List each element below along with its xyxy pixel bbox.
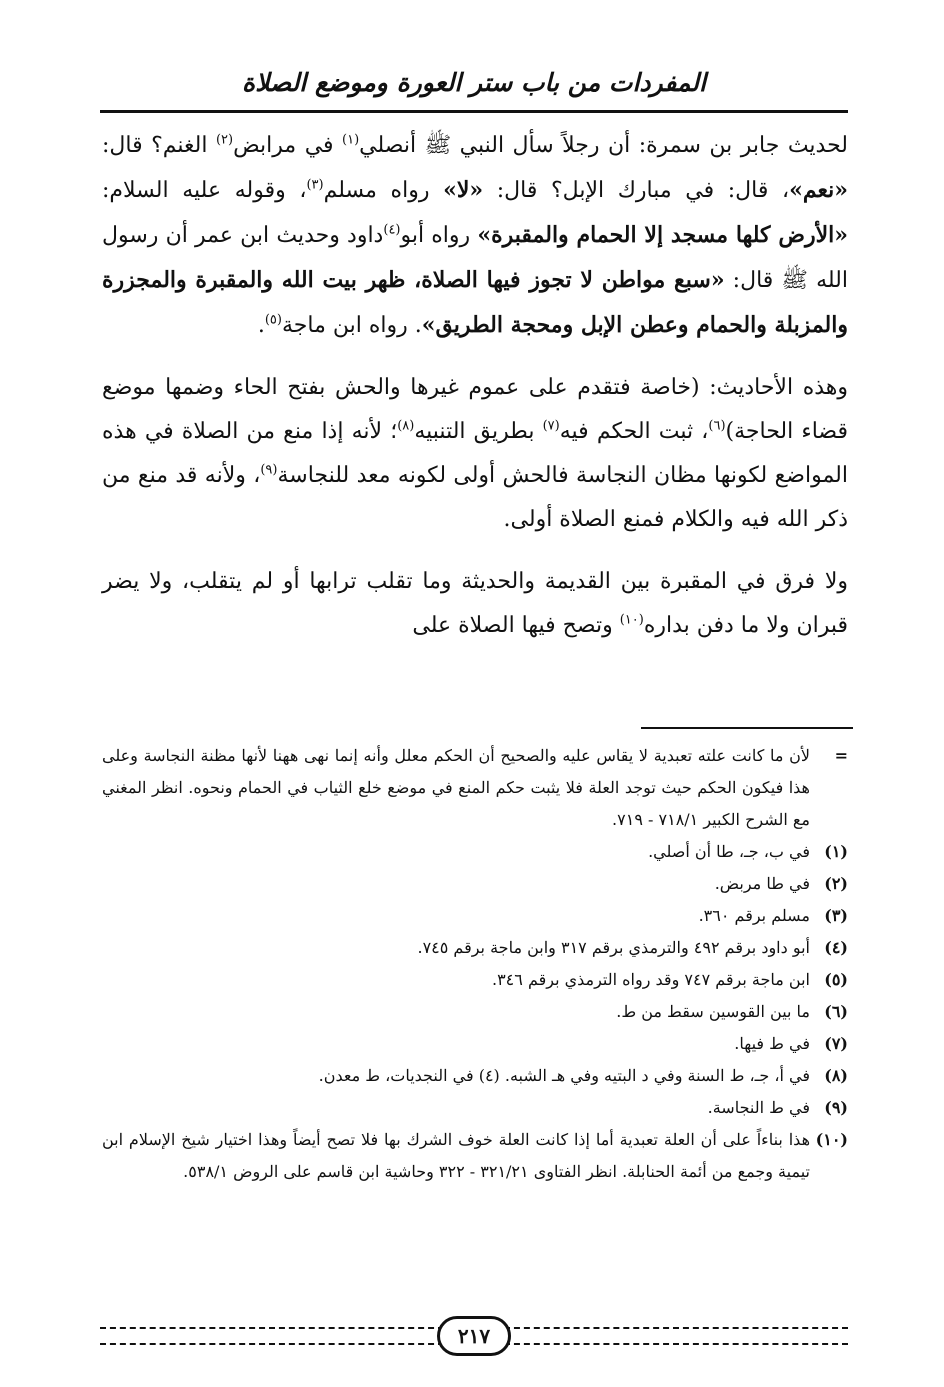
- footnote-ref: (٨): [397, 418, 415, 434]
- hadith-quote: «سبع مواطن لا تجوز فيها الصلاة، ظهر بيت الله والمقبرة والمجزرة والمزبلة والحمام وعطن الإبل ومحجة الطريق»: [102, 267, 848, 338]
- footnote: [102, 836, 848, 868]
- footnote-number: (٨): [824, 1066, 848, 1085]
- text-run: في مرابض: [233, 133, 343, 158]
- footnote-text: في أ، جـ، ط السنة وفي د البتيه وفي هـ الشبه. (٤) في النجديات، ط معدن.: [318, 1066, 810, 1085]
- footnote-ref: (١٠): [619, 612, 644, 628]
- footnote-number: (٣): [824, 906, 848, 925]
- paragraph-3: [102, 560, 848, 648]
- text-run: وتصح فيها الصلاة على: [412, 613, 620, 638]
- text-run: .: [257, 313, 265, 338]
- footnote-number: =: [834, 746, 848, 765]
- footnote-text: في ط النجاسة.: [707, 1098, 810, 1117]
- main-text: [102, 124, 848, 666]
- footnote-ref: (٥): [264, 312, 282, 328]
- footnote-number: (١٠): [815, 1130, 848, 1149]
- header-rule: [100, 110, 848, 113]
- footnote: [102, 932, 848, 964]
- text-run: ، وقوله عليه السلام:: [102, 178, 307, 203]
- footnote-text: أبو داود برقم ٤٩٢ والترمذي برقم ٣١٧ وابن ماجة برقم ٧٤٥.: [417, 938, 810, 957]
- footnote-number: (٢): [824, 874, 848, 893]
- footnote-text: مسلم برقم ٣٦٠.: [698, 906, 810, 925]
- text-run: بطريق التنبيه: [414, 419, 543, 444]
- paragraph-1: [102, 124, 848, 348]
- footnote-number: (٩): [824, 1098, 848, 1117]
- footnote-text: في ط فيها.: [734, 1034, 810, 1053]
- footnote-text: ما بين القوسين سقط من ط.: [616, 1002, 810, 1021]
- footnote: [102, 996, 848, 1028]
- footnote-ref: (٦): [708, 418, 726, 434]
- footnote-text: ابن ماجة برقم ٧٤٧ وقد رواه الترمذي برقم ٣٤٦.: [491, 970, 810, 989]
- footnote-number: (٥): [824, 970, 848, 989]
- hadith-quote: «الأرض كلها مسجد إلا الحمام والمقبرة»: [477, 222, 849, 248]
- hadith-quote: «نعم»: [789, 177, 848, 203]
- footnote: [102, 1092, 848, 1124]
- text-run: الغنم؟ قال:: [102, 133, 216, 158]
- footnote-ref: (٩): [260, 462, 278, 478]
- page-number: ٢١٧: [437, 1316, 511, 1356]
- footnote: [102, 1028, 848, 1060]
- footnotes: [102, 740, 848, 1188]
- footnote-text: هذا بناءاً على أن العلة تعبدية أما إذا كانت العلة خوف الشرك بها فلا تصح أيضاً وهذا اختيار شيخ الإسلام ابن تيمية وجمع من أئمة الحنابلة. انظر الفتاوى ٣٢١/٢١ - ٣٢٢ وحاشية ابن قاسم على الروض ٥٣٨/١.: [102, 1130, 810, 1181]
- footnote-ref: (٤): [383, 222, 401, 238]
- text-run: رواه مسلم: [323, 178, 444, 203]
- footnote-text: في طا مربض.: [714, 874, 810, 893]
- footnote: [102, 1124, 848, 1188]
- text-run: ، ولأنه قد منع من ذكر الله فيه والكلام فمنع الصلاة أولى.: [102, 463, 848, 532]
- footnote-ref: (٣): [306, 177, 324, 193]
- footnote-number: (٧): [824, 1034, 848, 1053]
- footnote-ref: (١): [342, 132, 360, 148]
- footnote: [102, 1060, 848, 1092]
- footnote-ref: (٢): [215, 132, 234, 148]
- footer-ornament-left: [100, 1327, 444, 1345]
- text-run: ؛ لأنه إذا منع من الصلاة في هذه المواضع لكونها مظان النجاسة فالحش أولى لكونه معد للنجاسة: [102, 419, 848, 488]
- text-run: . رواه ابن ماجة: [281, 313, 422, 338]
- running-header: المفردات من باب ستر العورة وموضع الصلاة: [242, 68, 706, 97]
- text-run: رواه أبو: [400, 223, 478, 248]
- page-footer: [100, 1318, 848, 1352]
- footer-ornament-right: [504, 1327, 848, 1345]
- footnote: [102, 900, 848, 932]
- footnote: [102, 964, 848, 996]
- footnote-ref: (٧): [542, 418, 560, 434]
- footnote-number: (٦): [824, 1002, 848, 1021]
- text-run: ولا فرق في المقبرة بين القديمة والحديثة وما تقلب ترابها أو لم يتقلب، ولا يضر قبران ولا ما دفن بداره: [102, 569, 848, 638]
- text-run: داود وحديث ابن عمر أن رسول الله ﷺ قال:: [102, 223, 848, 293]
- text-run: لحديث جابر بن سمرة: أن رجلاً سأل النبي ﷺ أنصلي: [359, 133, 848, 158]
- footnote-separator: [641, 727, 853, 729]
- text-run: ، قال: في مبارك الإبل؟ قال:: [483, 178, 790, 203]
- hadith-quote: «لا»: [443, 177, 484, 203]
- text-run: ، ثبت الحكم فيه: [559, 419, 709, 444]
- footnote-number: (١): [824, 842, 848, 861]
- footnote-number: (٤): [824, 938, 848, 957]
- footnote-text: في ب، جـ، طا أن أصلي.: [648, 842, 810, 861]
- footnote: [102, 740, 848, 836]
- footnote-text: لأن ما كانت علته تعبدية لا يقاس عليه والصحيح أن الحكم معلل وأنه إنما نهى ههنا لأنها مظنة النجاسة وعلى هذا فيكون الحكم حيث توجد العلة فلا يثبت حكم المنع في موضع خلع الثياب في الحمام ونحوه. انظر المغني مع الشرح الكبير ٧١٨/١ - ٧١٩.: [102, 746, 810, 829]
- paragraph-2: [102, 366, 848, 542]
- footnote: [102, 868, 848, 900]
- text-run: وهذه الأحاديث: (خاصة فتقدم على عموم غيرها والحش بفتح الحاء وضمها موضع قضاء الحاجة): [102, 375, 849, 444]
